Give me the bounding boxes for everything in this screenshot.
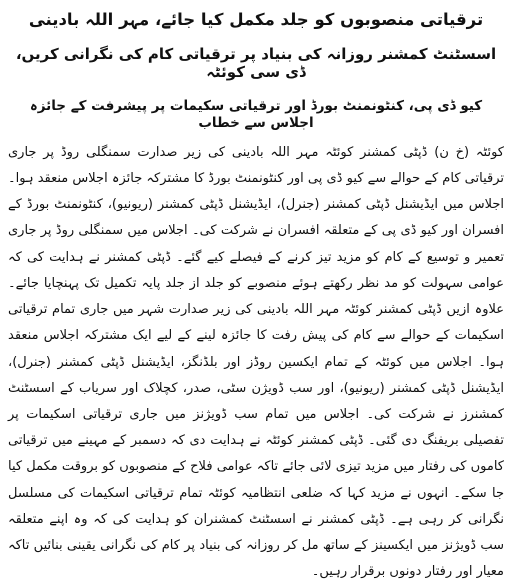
article-third-headline: کیو ڈی پی، کنٹونمنٹ بورڈ اور ترقیاتی سکیمات پر پیشرفت کے جائزہ اجلاس سے خطاب: [29, 98, 483, 131]
article-subheadline: اسسٹنٹ کمشنر روزانہ کی بنیاد پر ترقیاتی کام کی نگرانی کریں، ڈی سی کوئٹہ: [15, 44, 497, 82]
article-headline: ترقیاتی منصوبوں کو جلد مکمل کیا جائے، مہر اللہ بادینی: [28, 10, 484, 29]
article-body: کوئٹہ (خ ن) ڈپٹی کمشنر کوئٹہ مہر اللہ بادینی کی زیر صدارت سمنگلی روڈ پر جاری ترقیاتی کام کے حوالے سے کیو ڈی پی اور کنٹونمنٹ بورڈ کا مشترکہ جائزہ اجلاس منعقد ہوا۔ اجلاس میں ایڈیشنل ڈپٹی کمشنر (جنرل)، ایڈیشنل ڈپٹی کمشنر (ریونیو)، کنٹونمنٹ بورڈ کے افسران اور کیو ڈی پی کے متعلقہ افسران نے شرکت کی۔ اجلاس میں سمنگلی روڈ پر جاری تعمیر و توسیع کے کام کو مزید تیز کرنے کے فیصلے کیے گئے۔ ڈپٹی کمشنر نے ہدایت کی کہ عوامی سہولت کو مد نظر رکھتے ہوئے منصوبے کو جلد از جلد پایہ تکمیل تک پہنچایا جائے۔ علاوہ ازیں ڈپٹی کمشنر کوئٹہ مہر اللہ بادینی کی زیر صدارت شہر میں جاری تمام ترقیاتی اسکیمات کے حوالے سے کام کی پیش رفت کا جائزہ لینے کے لیے ایک مشترکہ اجلاس منعقد ہوا۔ اجلاس میں کوئٹہ کے تمام ایکسین روڈز اور بلڈنگز، ایڈیشنل ڈپٹی کمشنر (جنرل)، ایڈیشنل ڈپٹی کمشنر (ریونیو)، اور سب ڈویژن سٹی، صدر، کچلاک اور سریاب کے اسسٹنٹ کمشنرز نے شرکت کی۔ اجلاس میں تمام سب ڈویژنز میں جاری ترقیاتی اسکیمات پر تفصیلی بریفنگ دی گئی۔ ڈپٹی کمشنر کوئٹہ نے ہدایت دی کہ دسمبر کے مہینے میں ترقیاتی کاموں کی رفتار میں مزید تیزی لائی جائے تاکہ عوامی فلاح کے منصوبوں کو بروقت مکمل کیا جا سکے۔ انہوں نے مزید کہا کہ ضلعی انتظامیہ کوئٹہ تمام ترقیاتی اسکیمات کی مسلسل نگرانی کر رہی ہے۔ ڈپٹی کمشنر نے اسسٹنٹ کمشنران کو ہدایت کی کہ وہ اپنے متعلقہ سب ڈویژنز میں ایکسینز کے ساتھ مل کر روزانہ کی بنیاد پر کام کی نگرانی یقینی بنائیں تاکہ معیار اور رفتار دونوں برقرار رہیں۔: [8, 144, 504, 580]
